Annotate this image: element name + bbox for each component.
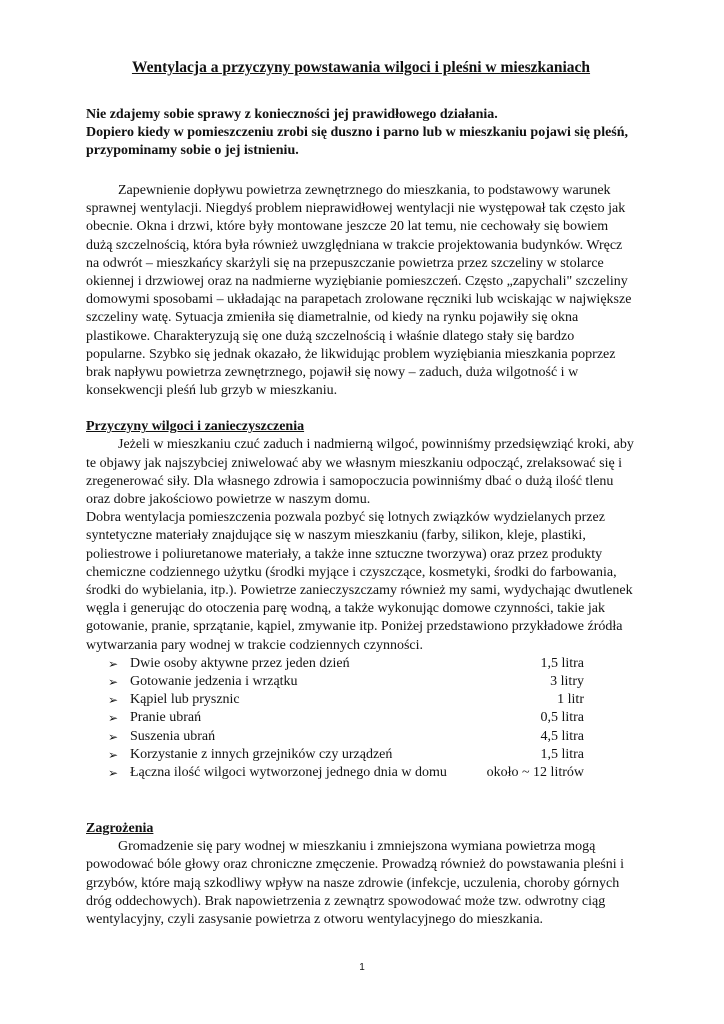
arrow-bullet-icon: ➢ [108, 711, 119, 726]
document-page [86, 58, 636, 929]
lead-line-1: Nie zdajemy sobie sprawy z konieczności jej prawidłowego działania. [86, 107, 498, 122]
threats-section [86, 820, 636, 929]
arrow-bullet-icon: ➢ [108, 747, 119, 762]
causes-paragraph-2: Dobra wentylacja pomieszczenia pozwala pozbyć się lotnych związków wydzielanych przez syntetyczne materiały znajdujące się w naszym mieszkaniu (farby, silikon, kleje, plastiki, poliestrowe i poliuretanowe materiały, a także inne sztuczne tworzywa) oraz przez produkty chemiczne codziennego użytku (środki myjące i czyszczące, kosmetyki, środki do farbowania, środki do wybielania, itp.). Powietrze zanieczyszczamy również my sami, wydychając dwutlenek węgla i generując do otoczenia parę wodną, a także wykonując domowe czynności, takie jak gotowanie, pranie, sprzątanie, kąpiel, zmywanie itp. Poniżej przedstawiono przykładowe źródła wytwarzania pary wodnej w trakcie codziennych czynności. [86, 510, 633, 653]
lead-paragraph [86, 106, 636, 160]
arrow-bullet-icon: ➢ [108, 766, 119, 780]
list-item-value: 3 litry [550, 674, 584, 690]
list-item-value: 1 litr [557, 692, 584, 708]
list-item-label: Korzystanie z innych grzejników czy urządzeń [130, 746, 393, 762]
causes-paragraph-1: Jeżeli w mieszkaniu czuć zaduch i nadmierną wilgoć, powinniśmy przedsięwziąć kroki, aby te objawy jak najszybciej zniwelować aby we własnym mieszkaniu odpocząć, zrelaksować się i zregenerować siły. Dla własnego zdrowia i samopoczucia powinniśmy dbać o dużą ilość tlenu oraz dobre jakościowo powietrze w naszym domu. [86, 437, 634, 508]
list-item-value: 0,5 litra [540, 710, 584, 726]
arrow-bullet-icon: ➢ [108, 693, 119, 708]
arrow-bullet-icon: ➢ [108, 656, 119, 671]
page-number: 1 [359, 962, 365, 973]
list-item [108, 691, 636, 709]
list-item-value: 1,5 litra [540, 746, 584, 762]
list-item-value: 1,5 litra [540, 655, 584, 671]
list-item-value: około ~ 12 litrów [486, 765, 584, 780]
list-item [108, 746, 636, 764]
moisture-sources-list [86, 655, 636, 782]
list-item-label: Suszenia ubrań [130, 728, 216, 744]
list-item-label: Kąpiel lub prysznic [130, 692, 240, 708]
threats-paragraph: Gromadzenie się pary wodnej w mieszkaniu i zmniejszona wymiana powietrza mogą powodować bóle głowy oraz chroniczne zmęczenie. Prowadzą również do powstawania pleśni i grzybów, które mają szkodliwy wpływ na nasze zdrowie (infekcje, uczulenia, choroby górnych dróg oddechowych). Brak napowietrzenia z zewnątrz spowodować może tzw. odwrotny ciąg wentylacyjny, czyli zasysanie powietrza z otworu wentylacyjnego do mieszkania. [86, 839, 625, 927]
section-heading-threats: Zagrożenia [86, 821, 154, 837]
section-heading-causes: Przyczyny wilgoci i zanieczyszczenia [86, 419, 305, 435]
intro-paragraph: Zapewnienie dopływu powietrza zewnętrznego do mieszkania, to podstawowy warunek sprawnej wentylacji. Niegdyś problem nieprawidłowej wentylacji nie występował tak często jak obecnie. Okna i drzwi, które były montowane jeszcze 20 lat temu, nie cechowały się bowiem dużą szczelnością, która była również uwzględniana w trakcie projektowania budynków. Wręcz na odwrót – mieszkańcy skarżyli się na przepuszczanie powietrza przez szczeliny w stolarce okiennej i drzwiowej oraz na nadmierne wyziębianie pomieszczeń. Często „zapychali" szczeliny domowymi sposobami – układając na parapetach zrolowane ręczniki lub wciskając w największe szczeliny watę. Sytuacja zmieniła się diametralnie, od kiedy na rynku pojawiły się okna plastikowe. Charakteryzują się one dużą szczelnością i właśnie dlatego stały się bardzo popularne. Szybko się jednak okazało, że likwidując problem wyziębiania mieszkania poprzez brak napływu powietrza zewnętrznego, pojawił się nowy – zaduch, duża wilgotność i w konsekwencji pleśń lub grzyb w mieszkaniu. [86, 183, 632, 399]
arrow-bullet-icon: ➢ [108, 675, 119, 690]
list-item-label: Gotowanie jedzenia i wrzątku [130, 674, 298, 690]
list-item [108, 655, 636, 673]
list-item-value: 4,5 litra [540, 728, 584, 744]
list-item [108, 728, 636, 746]
list-item-label: Pranie ubrań [130, 710, 202, 726]
list-item-total [108, 764, 636, 782]
arrow-bullet-icon: ➢ [108, 729, 119, 744]
list-item [108, 673, 636, 691]
list-item-label: Dwie osoby aktywne przez jeden dzień [130, 655, 350, 671]
document-title: Wentylacja a przyczyny powstawania wilgoci i pleśni w mieszkaniach [131, 59, 591, 76]
list-item-label: Łączna ilość wilgoci wytworzonej jednego dnia w domu [130, 765, 447, 780]
lead-line-2: Dopiero kiedy w pomieszczeniu zrobi się duszno i parno lub w mieszkaniu pojawi się pleśń, przypominamy sobie o jej istnieniu. [86, 125, 629, 158]
list-item [108, 709, 636, 727]
